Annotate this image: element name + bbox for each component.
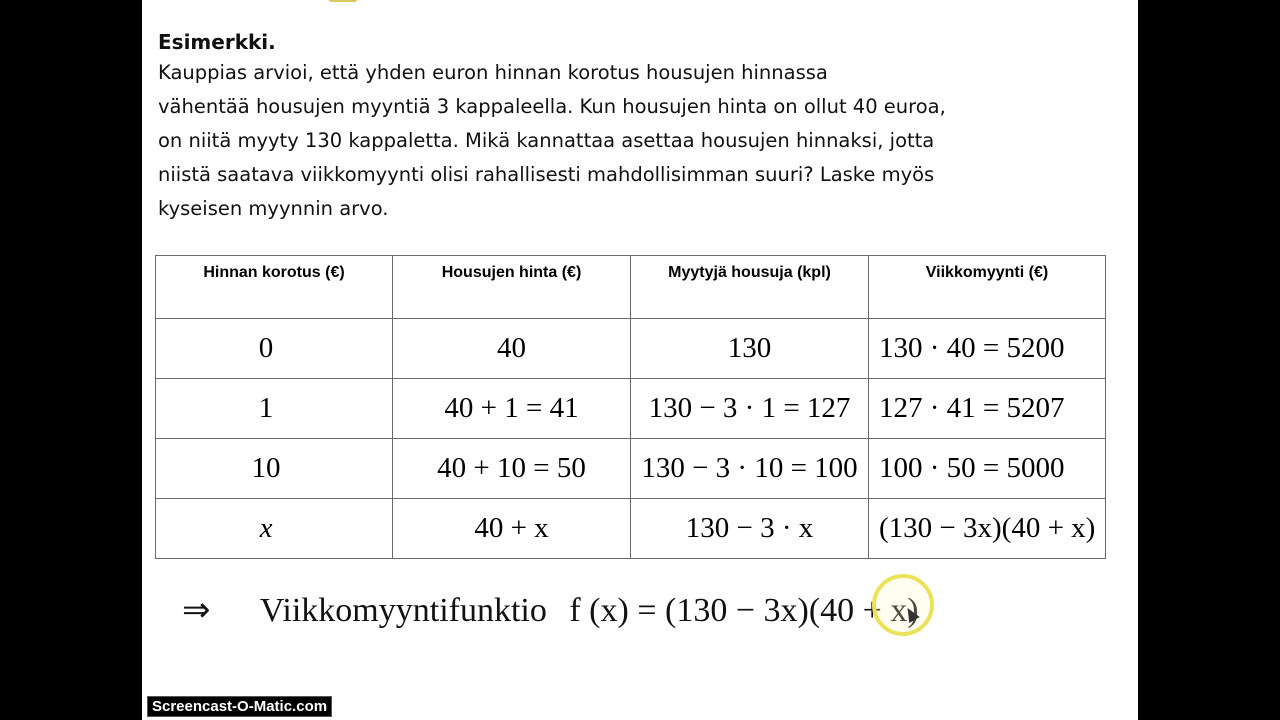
cell-price: 40 + x xyxy=(393,499,631,559)
implies-arrow: ⇒ xyxy=(182,592,211,629)
cell-quantity: 130 − 3 · 10 = 100 xyxy=(631,439,869,499)
slide xyxy=(142,0,1138,720)
table-row xyxy=(156,319,1106,379)
example-line: niistä saatava viikkomyynti olisi rahallisesti mahdollisimman suuri? Laske myös xyxy=(158,163,935,186)
table-row xyxy=(156,439,1106,499)
cell-sales: (130 − 3x)(40 + x) xyxy=(869,499,1106,559)
example-line: on niitä myyty 130 kappaletta. Mikä kannattaa asettaa housujen hinnaksi, jotta xyxy=(158,129,935,152)
cursor-highlight xyxy=(872,574,934,636)
example-line: kyseisen myynnin arvo. xyxy=(158,197,389,220)
cell-quantity: 130 − 3 · x xyxy=(631,499,869,559)
cell-sales: 127 · 41 = 5207 xyxy=(869,379,1106,439)
example-line: vähentää housujen myyntiä 3 kappaleella. Kun housujen hinta on ollut 40 euroa, xyxy=(158,95,946,118)
table-row xyxy=(156,379,1106,439)
sales-table xyxy=(155,255,1106,559)
cell-increase: 1 xyxy=(156,379,393,439)
cell-price: 40 xyxy=(393,319,631,379)
cell-quantity: 130 − 3 · 1 = 127 xyxy=(631,379,869,439)
cell-sales: 130 · 40 = 5200 xyxy=(869,319,1106,379)
header-weekly-sales: Viikkomyynti (€) xyxy=(869,256,1106,319)
decorative-mark xyxy=(328,0,358,2)
example-heading: Esimerkki. xyxy=(158,30,276,54)
example-line: Kauppias arvioi, että yhden euron hinnan korotus housujen hinnassa xyxy=(158,61,828,84)
function-formula: f (x) = (130 − 3x)(40 + x) xyxy=(569,592,919,629)
cell-increase: 0 xyxy=(156,319,393,379)
cell-sales: 100 · 50 = 5000 xyxy=(869,439,1106,499)
header-quantity: Myytyjä housuja (kpl) xyxy=(631,256,869,319)
example-text xyxy=(158,28,1098,226)
cell-increase: 10 xyxy=(156,439,393,499)
table-row xyxy=(156,499,1106,559)
header-price-increase: Hinnan korotus (€) xyxy=(156,256,393,319)
cell-price: 40 + 1 = 41 xyxy=(393,379,631,439)
cell-price: 40 + 10 = 50 xyxy=(393,439,631,499)
screencast-watermark: Screencast-O-Matic.com xyxy=(147,696,332,717)
table-header-row xyxy=(156,256,1106,319)
function-label: Viikkomyyntifunktio xyxy=(259,592,547,629)
cell-quantity: 130 xyxy=(631,319,869,379)
cell-increase: x xyxy=(156,499,393,559)
sales-function xyxy=(182,590,919,630)
header-price: Housujen hinta (€) xyxy=(393,256,631,319)
